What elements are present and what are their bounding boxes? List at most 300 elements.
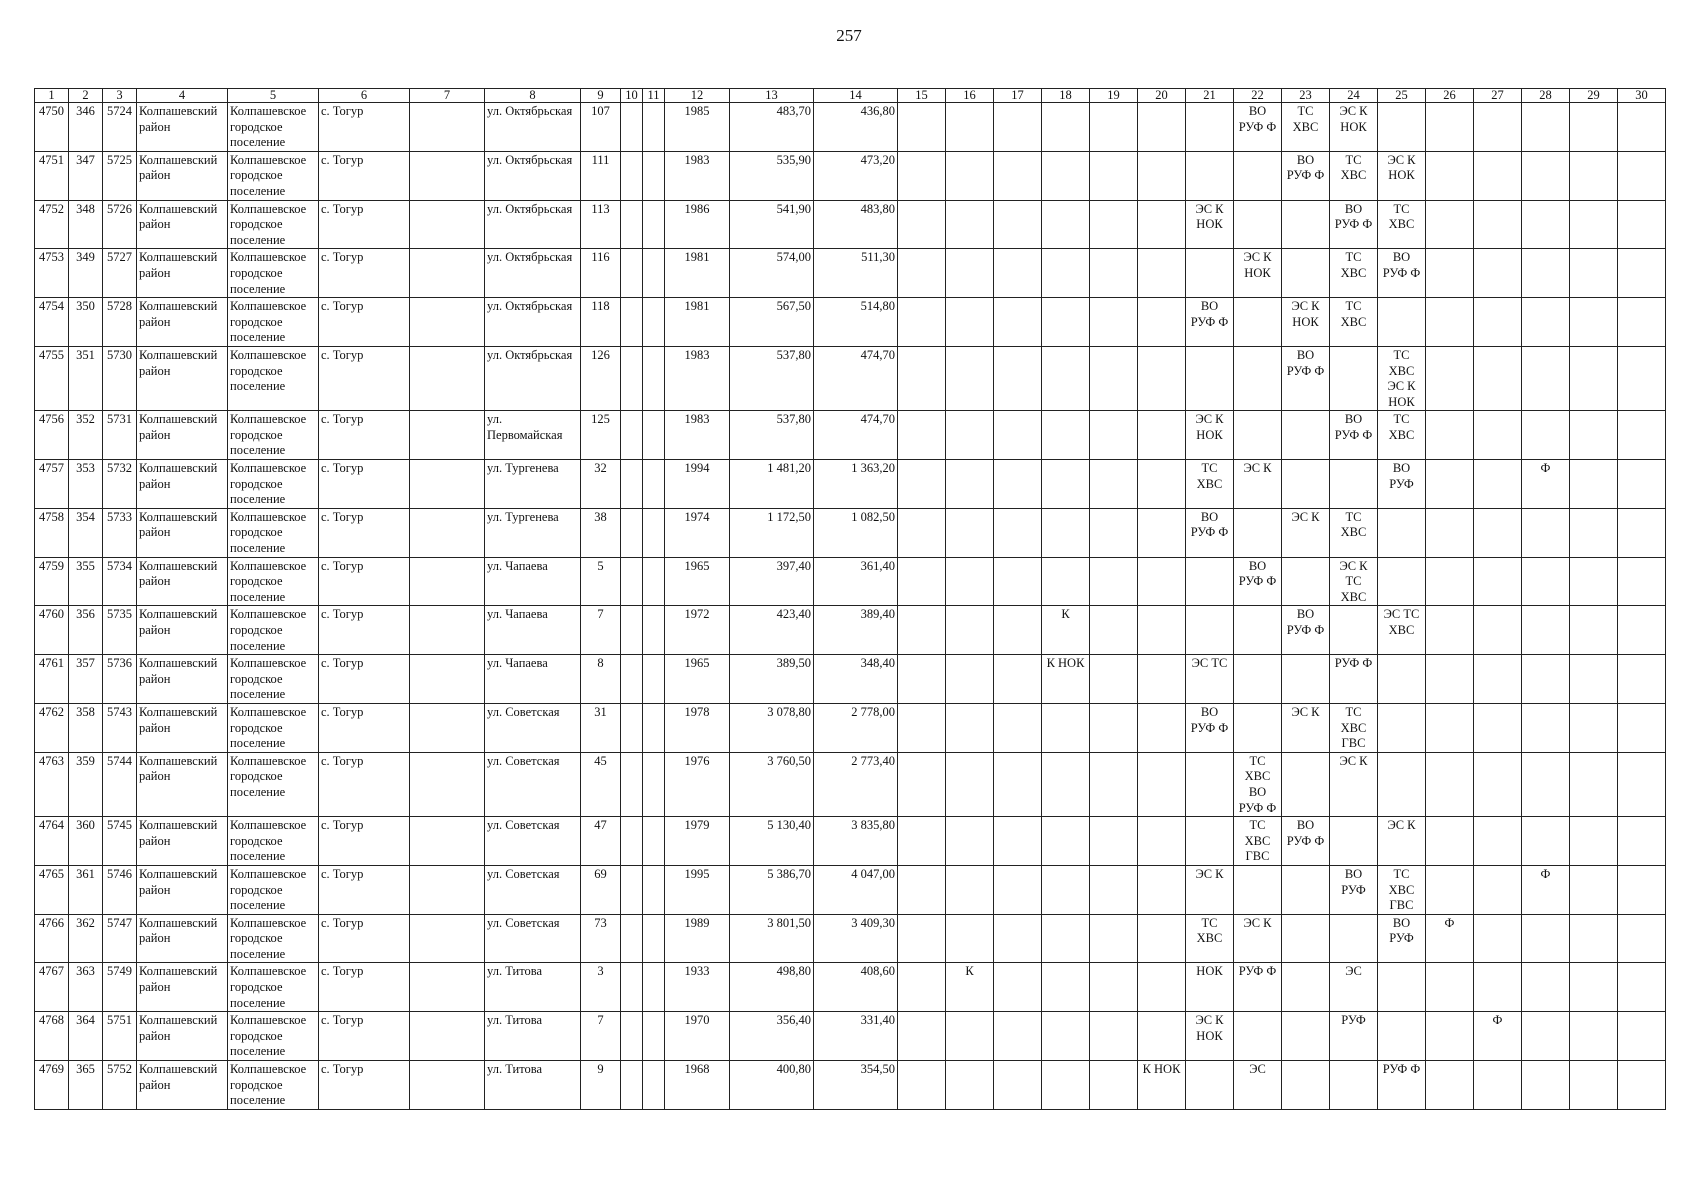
table-cell-col-20 xyxy=(1138,411,1186,460)
table-cell-col-3: 5749 xyxy=(103,963,137,1012)
table-cell-col-20 xyxy=(1138,249,1186,298)
table-cell-col-25 xyxy=(1378,703,1426,752)
table-cell-col-20 xyxy=(1138,655,1186,704)
column-header-18: 18 xyxy=(1042,89,1090,103)
table-cell-col-5: Колпашевское городское поселение xyxy=(228,557,319,606)
table-row xyxy=(35,508,1666,557)
table-cell-col-9: 3 xyxy=(581,963,621,1012)
table-cell-col-4: Колпашевский район xyxy=(137,508,228,557)
table-row xyxy=(35,298,1666,347)
table-cell-col-29 xyxy=(1570,914,1618,963)
table-cell-col-12: 1972 xyxy=(665,606,730,655)
table-cell-col-25: ТС ХВС ЭС К НОК xyxy=(1378,346,1426,410)
table-cell-col-16 xyxy=(946,557,994,606)
table-cell-col-30 xyxy=(1618,963,1666,1012)
table-cell-col-5: Колпашевское городское поселение xyxy=(228,460,319,509)
table-cell-col-16 xyxy=(946,249,994,298)
table-cell-col-9: 111 xyxy=(581,151,621,200)
table-cell-col-23 xyxy=(1282,557,1330,606)
table-cell-col-29 xyxy=(1570,411,1618,460)
table-cell-col-25 xyxy=(1378,963,1426,1012)
table-cell-col-20 xyxy=(1138,508,1186,557)
table-cell-col-26 xyxy=(1426,752,1474,816)
table-cell-col-25 xyxy=(1378,103,1426,152)
table-cell-col-28 xyxy=(1522,249,1570,298)
table-cell-col-21 xyxy=(1186,346,1234,410)
table-cell-col-5: Колпашевское городское поселение xyxy=(228,346,319,410)
table-cell-col-24: ЭС xyxy=(1330,963,1378,1012)
column-header-30: 30 xyxy=(1618,89,1666,103)
table-cell-col-6: с. Тогур xyxy=(319,460,410,509)
table-cell-col-10 xyxy=(621,346,643,410)
table-cell-col-12: 1979 xyxy=(665,817,730,866)
table-row xyxy=(35,151,1666,200)
table-cell-col-10 xyxy=(621,200,643,249)
table-cell-col-25 xyxy=(1378,752,1426,816)
column-header-25: 25 xyxy=(1378,89,1426,103)
table-cell-col-14: 474,70 xyxy=(814,346,898,410)
table-cell-col-3: 5736 xyxy=(103,655,137,704)
table-cell-col-10 xyxy=(621,103,643,152)
table-cell-col-1: 4764 xyxy=(35,817,69,866)
table-cell-col-17 xyxy=(994,865,1042,914)
table-cell-col-7 xyxy=(410,557,485,606)
register-table xyxy=(34,88,1666,1110)
table-cell-col-9: 125 xyxy=(581,411,621,460)
table-cell-col-13: 3 801,50 xyxy=(730,914,814,963)
table-cell-col-23 xyxy=(1282,963,1330,1012)
table-cell-col-7 xyxy=(410,914,485,963)
table-cell-col-15 xyxy=(898,557,946,606)
table-cell-col-2: 357 xyxy=(69,655,103,704)
table-cell-col-21: ВО РУФ Ф xyxy=(1186,508,1234,557)
table-cell-col-26 xyxy=(1426,200,1474,249)
table-cell-col-25 xyxy=(1378,508,1426,557)
table-cell-col-17 xyxy=(994,752,1042,816)
table-cell-col-6: с. Тогур xyxy=(319,298,410,347)
table-cell-col-21 xyxy=(1186,151,1234,200)
table-cell-col-30 xyxy=(1618,1061,1666,1110)
table-cell-col-1: 4757 xyxy=(35,460,69,509)
table-cell-col-24: РУФ Ф xyxy=(1330,655,1378,704)
table-cell-col-12: 1968 xyxy=(665,1061,730,1110)
table-cell-col-2: 364 xyxy=(69,1012,103,1061)
table-cell-col-26 xyxy=(1426,557,1474,606)
table-cell-col-5: Колпашевское городское поселение xyxy=(228,151,319,200)
table-cell-col-22 xyxy=(1234,1012,1282,1061)
table-cell-col-25: ТС ХВС xyxy=(1378,411,1426,460)
table-cell-col-27 xyxy=(1474,703,1522,752)
table-cell-col-17 xyxy=(994,1012,1042,1061)
table-cell-col-30 xyxy=(1618,1012,1666,1061)
table-cell-col-22 xyxy=(1234,346,1282,410)
table-cell-col-11 xyxy=(643,508,665,557)
table-cell-col-25 xyxy=(1378,298,1426,347)
table-cell-col-21 xyxy=(1186,1061,1234,1110)
table-cell-col-5: Колпашевское городское поселение xyxy=(228,817,319,866)
table-cell-col-21: ЭС К xyxy=(1186,865,1234,914)
table-cell-col-14: 408,60 xyxy=(814,963,898,1012)
table-cell-col-16 xyxy=(946,298,994,347)
table-row xyxy=(35,914,1666,963)
table-cell-col-18 xyxy=(1042,103,1090,152)
table-cell-col-6: с. Тогур xyxy=(319,200,410,249)
table-cell-col-2: 365 xyxy=(69,1061,103,1110)
table-cell-col-17 xyxy=(994,508,1042,557)
table-cell-col-12: 1989 xyxy=(665,914,730,963)
table-cell-col-2: 356 xyxy=(69,606,103,655)
table-cell-col-4: Колпашевский район xyxy=(137,703,228,752)
table-cell-col-17 xyxy=(994,346,1042,410)
table-cell-col-2: 347 xyxy=(69,151,103,200)
table-cell-col-12: 1986 xyxy=(665,200,730,249)
table-cell-col-1: 4762 xyxy=(35,703,69,752)
table-cell-col-3: 5745 xyxy=(103,817,137,866)
column-header-9: 9 xyxy=(581,89,621,103)
table-cell-col-4: Колпашевский район xyxy=(137,817,228,866)
table-cell-col-11 xyxy=(643,703,665,752)
table-cell-col-21: ВО РУФ Ф xyxy=(1186,703,1234,752)
table-cell-col-9: 31 xyxy=(581,703,621,752)
table-cell-col-4: Колпашевский район xyxy=(137,460,228,509)
table-cell-col-21: ЭС К НОК xyxy=(1186,411,1234,460)
table-cell-col-27 xyxy=(1474,151,1522,200)
table-cell-col-2: 360 xyxy=(69,817,103,866)
table-cell-col-27 xyxy=(1474,200,1522,249)
table-cell-col-29 xyxy=(1570,151,1618,200)
table-cell-col-4: Колпашевский район xyxy=(137,655,228,704)
table-cell-col-6: с. Тогур xyxy=(319,655,410,704)
table-cell-col-9: 38 xyxy=(581,508,621,557)
column-header-24: 24 xyxy=(1330,89,1378,103)
table-cell-col-17 xyxy=(994,606,1042,655)
table-cell-col-30 xyxy=(1618,151,1666,200)
table-cell-col-29 xyxy=(1570,508,1618,557)
column-header-7: 7 xyxy=(410,89,485,103)
table-cell-col-21: ТС ХВС xyxy=(1186,914,1234,963)
column-header-11: 11 xyxy=(643,89,665,103)
table-cell-col-3: 5724 xyxy=(103,103,137,152)
table-cell-col-22 xyxy=(1234,508,1282,557)
table-cell-col-7 xyxy=(410,1061,485,1110)
table-cell-col-16 xyxy=(946,346,994,410)
table-cell-col-11 xyxy=(643,103,665,152)
table-row xyxy=(35,411,1666,460)
table-cell-col-16 xyxy=(946,817,994,866)
table-row xyxy=(35,655,1666,704)
table-cell-col-1: 4766 xyxy=(35,914,69,963)
table-cell-col-14: 511,30 xyxy=(814,249,898,298)
table-cell-col-17 xyxy=(994,411,1042,460)
table-cell-col-12: 1970 xyxy=(665,1012,730,1061)
table-cell-col-16 xyxy=(946,151,994,200)
header-row xyxy=(35,89,1666,103)
table-cell-col-10 xyxy=(621,817,643,866)
table-cell-col-27: Ф xyxy=(1474,1012,1522,1061)
table-cell-col-19 xyxy=(1090,752,1138,816)
table-cell-col-4: Колпашевский район xyxy=(137,103,228,152)
table-cell-col-22: ТС ХВС ГВС xyxy=(1234,817,1282,866)
table-cell-col-10 xyxy=(621,557,643,606)
table-header xyxy=(35,89,1666,103)
table-cell-col-26 xyxy=(1426,963,1474,1012)
table-cell-col-14: 2 773,40 xyxy=(814,752,898,816)
table-cell-col-11 xyxy=(643,752,665,816)
table-cell-col-8: ул. Октябрьская xyxy=(485,346,581,410)
table-cell-col-18 xyxy=(1042,508,1090,557)
table-cell-col-15 xyxy=(898,817,946,866)
table-cell-col-28 xyxy=(1522,151,1570,200)
table-cell-col-14: 2 778,00 xyxy=(814,703,898,752)
table-cell-col-28: Ф xyxy=(1522,460,1570,509)
table-cell-col-23 xyxy=(1282,200,1330,249)
table-cell-col-5: Колпашевское городское поселение xyxy=(228,752,319,816)
table-cell-col-23 xyxy=(1282,249,1330,298)
table-cell-col-24 xyxy=(1330,606,1378,655)
table-cell-col-5: Колпашевское городское поселение xyxy=(228,200,319,249)
table-cell-col-20 xyxy=(1138,346,1186,410)
table-cell-col-9: 47 xyxy=(581,817,621,866)
table-cell-col-6: с. Тогур xyxy=(319,103,410,152)
table-cell-col-23 xyxy=(1282,1061,1330,1110)
table-cell-col-25: ТС ХВС xyxy=(1378,200,1426,249)
table-cell-col-19 xyxy=(1090,508,1138,557)
table-cell-col-27 xyxy=(1474,411,1522,460)
table-cell-col-3: 5746 xyxy=(103,865,137,914)
table-cell-col-10 xyxy=(621,508,643,557)
table-cell-col-26 xyxy=(1426,249,1474,298)
table-cell-col-27 xyxy=(1474,914,1522,963)
table-cell-col-21 xyxy=(1186,752,1234,816)
table-cell-col-19 xyxy=(1090,103,1138,152)
table-cell-col-24 xyxy=(1330,914,1378,963)
table-cell-col-12: 1976 xyxy=(665,752,730,816)
table-cell-col-6: с. Тогур xyxy=(319,1012,410,1061)
table-cell-col-23: ЭС К НОК xyxy=(1282,298,1330,347)
table-cell-col-11 xyxy=(643,606,665,655)
table-cell-col-29 xyxy=(1570,460,1618,509)
table-cell-col-13: 537,80 xyxy=(730,346,814,410)
table-cell-col-18: К НОК xyxy=(1042,655,1090,704)
table-cell-col-12: 1933 xyxy=(665,963,730,1012)
table-cell-col-25 xyxy=(1378,557,1426,606)
table-cell-col-8: ул. Титова xyxy=(485,1061,581,1110)
column-header-1: 1 xyxy=(35,89,69,103)
column-header-3: 3 xyxy=(103,89,137,103)
table-cell-col-19 xyxy=(1090,817,1138,866)
table-cell-col-12: 1981 xyxy=(665,249,730,298)
table-cell-col-14: 3 835,80 xyxy=(814,817,898,866)
table-cell-col-2: 352 xyxy=(69,411,103,460)
table-cell-col-8: ул. Октябрьская xyxy=(485,151,581,200)
table-cell-col-15 xyxy=(898,346,946,410)
table-cell-col-24: ВО РУФ Ф xyxy=(1330,411,1378,460)
table-cell-col-23 xyxy=(1282,752,1330,816)
column-header-16: 16 xyxy=(946,89,994,103)
table-cell-col-5: Колпашевское городское поселение xyxy=(228,655,319,704)
table-cell-col-13: 397,40 xyxy=(730,557,814,606)
table-cell-col-30 xyxy=(1618,249,1666,298)
table-cell-col-20 xyxy=(1138,914,1186,963)
table-cell-col-6: с. Тогур xyxy=(319,346,410,410)
table-cell-col-18 xyxy=(1042,963,1090,1012)
table-cell-col-30 xyxy=(1618,298,1666,347)
table-cell-col-10 xyxy=(621,298,643,347)
table-cell-col-21 xyxy=(1186,606,1234,655)
table-cell-col-5: Колпашевское городское поселение xyxy=(228,703,319,752)
table-cell-col-18 xyxy=(1042,200,1090,249)
table-cell-col-2: 348 xyxy=(69,200,103,249)
table-cell-col-23 xyxy=(1282,1012,1330,1061)
column-header-14: 14 xyxy=(814,89,898,103)
table-cell-col-8: ул. Советская xyxy=(485,865,581,914)
table-cell-col-12: 1978 xyxy=(665,703,730,752)
table-cell-col-13: 356,40 xyxy=(730,1012,814,1061)
table-cell-col-6: с. Тогур xyxy=(319,508,410,557)
table-cell-col-24 xyxy=(1330,1061,1378,1110)
table-row xyxy=(35,557,1666,606)
table-cell-col-7 xyxy=(410,817,485,866)
table-cell-col-12: 1965 xyxy=(665,655,730,704)
table-cell-col-27 xyxy=(1474,1061,1522,1110)
table-cell-col-26 xyxy=(1426,1012,1474,1061)
table-cell-col-4: Колпашевский район xyxy=(137,865,228,914)
table-cell-col-7 xyxy=(410,865,485,914)
table-cell-col-2: 363 xyxy=(69,963,103,1012)
table-cell-col-19 xyxy=(1090,298,1138,347)
table-cell-col-19 xyxy=(1090,1061,1138,1110)
table-cell-col-22: ТС ХВС ВО РУФ Ф xyxy=(1234,752,1282,816)
table-cell-col-16 xyxy=(946,1061,994,1110)
table-body xyxy=(35,103,1666,1110)
table-cell-col-8: ул. Советская xyxy=(485,703,581,752)
table-cell-col-20 xyxy=(1138,557,1186,606)
table-cell-col-11 xyxy=(643,151,665,200)
table-cell-col-20 xyxy=(1138,703,1186,752)
table-cell-col-2: 354 xyxy=(69,508,103,557)
table-cell-col-13: 483,70 xyxy=(730,103,814,152)
table-cell-col-10 xyxy=(621,1061,643,1110)
table-cell-col-12: 1981 xyxy=(665,298,730,347)
table-cell-col-13: 423,40 xyxy=(730,606,814,655)
table-cell-col-6: с. Тогур xyxy=(319,865,410,914)
table-cell-col-22 xyxy=(1234,411,1282,460)
table-cell-col-30 xyxy=(1618,817,1666,866)
table-cell-col-11 xyxy=(643,346,665,410)
table-cell-col-11 xyxy=(643,817,665,866)
table-cell-col-5: Колпашевское городское поселение xyxy=(228,411,319,460)
table-cell-col-20 xyxy=(1138,200,1186,249)
table-cell-col-1: 4761 xyxy=(35,655,69,704)
table-cell-col-28 xyxy=(1522,557,1570,606)
table-cell-col-10 xyxy=(621,752,643,816)
table-cell-col-7 xyxy=(410,1012,485,1061)
table-cell-col-10 xyxy=(621,655,643,704)
table-cell-col-3: 5732 xyxy=(103,460,137,509)
table-cell-col-7 xyxy=(410,249,485,298)
table-cell-col-29 xyxy=(1570,963,1618,1012)
table-cell-col-14: 436,80 xyxy=(814,103,898,152)
table-cell-col-10 xyxy=(621,703,643,752)
table-cell-col-20 xyxy=(1138,151,1186,200)
table-cell-col-22 xyxy=(1234,703,1282,752)
table-cell-col-1: 4765 xyxy=(35,865,69,914)
table-cell-col-8: ул. Октябрьская xyxy=(485,200,581,249)
table-cell-col-1: 4767 xyxy=(35,963,69,1012)
table-cell-col-19 xyxy=(1090,200,1138,249)
table-cell-col-18 xyxy=(1042,346,1090,410)
table-cell-col-16 xyxy=(946,752,994,816)
table-cell-col-17 xyxy=(994,460,1042,509)
table-cell-col-26 xyxy=(1426,606,1474,655)
table-cell-col-29 xyxy=(1570,298,1618,347)
table-cell-col-17 xyxy=(994,914,1042,963)
table-cell-col-12: 1983 xyxy=(665,411,730,460)
table-cell-col-7 xyxy=(410,411,485,460)
table-cell-col-16 xyxy=(946,914,994,963)
table-cell-col-13: 5 130,40 xyxy=(730,817,814,866)
table-cell-col-8: ул. Советская xyxy=(485,914,581,963)
table-cell-col-21: НОК xyxy=(1186,963,1234,1012)
table-cell-col-30 xyxy=(1618,752,1666,816)
table-cell-col-12: 1983 xyxy=(665,151,730,200)
table-cell-col-16 xyxy=(946,411,994,460)
table-cell-col-28 xyxy=(1522,1012,1570,1061)
table-cell-col-2: 355 xyxy=(69,557,103,606)
table-cell-col-22 xyxy=(1234,200,1282,249)
table-cell-col-17 xyxy=(994,200,1042,249)
table-cell-col-15 xyxy=(898,752,946,816)
table-cell-col-3: 5747 xyxy=(103,914,137,963)
table-cell-col-23: ЭС К xyxy=(1282,508,1330,557)
table-cell-col-24: ТС ХВС xyxy=(1330,508,1378,557)
table-cell-col-26 xyxy=(1426,151,1474,200)
table-row xyxy=(35,817,1666,866)
table-cell-col-16 xyxy=(946,508,994,557)
table-cell-col-30 xyxy=(1618,557,1666,606)
table-cell-col-7 xyxy=(410,508,485,557)
table-cell-col-23: ВО РУФ Ф xyxy=(1282,346,1330,410)
table-cell-col-20 xyxy=(1138,865,1186,914)
table-cell-col-22: ЭС К xyxy=(1234,914,1282,963)
table-cell-col-27 xyxy=(1474,508,1522,557)
table-cell-col-7 xyxy=(410,151,485,200)
table-cell-col-30 xyxy=(1618,411,1666,460)
table-cell-col-29 xyxy=(1570,557,1618,606)
table-cell-col-16 xyxy=(946,655,994,704)
table-cell-col-10 xyxy=(621,1012,643,1061)
table-cell-col-11 xyxy=(643,200,665,249)
table-cell-col-20 xyxy=(1138,298,1186,347)
table-cell-col-4: Колпашевский район xyxy=(137,1061,228,1110)
table-cell-col-3: 5743 xyxy=(103,703,137,752)
table-cell-col-17 xyxy=(994,963,1042,1012)
table-cell-col-15 xyxy=(898,963,946,1012)
table-cell-col-15 xyxy=(898,1061,946,1110)
table-cell-col-10 xyxy=(621,914,643,963)
table-cell-col-18 xyxy=(1042,914,1090,963)
table-cell-col-11 xyxy=(643,655,665,704)
table-cell-col-10 xyxy=(621,411,643,460)
table-cell-col-5: Колпашевское городское поселение xyxy=(228,865,319,914)
table-cell-col-22 xyxy=(1234,606,1282,655)
table-cell-col-8: ул. Первомайская xyxy=(485,411,581,460)
table-cell-col-4: Колпашевский район xyxy=(137,752,228,816)
table-cell-col-2: 351 xyxy=(69,346,103,410)
table-cell-col-14: 3 409,30 xyxy=(814,914,898,963)
table-row xyxy=(35,103,1666,152)
table-cell-col-11 xyxy=(643,963,665,1012)
